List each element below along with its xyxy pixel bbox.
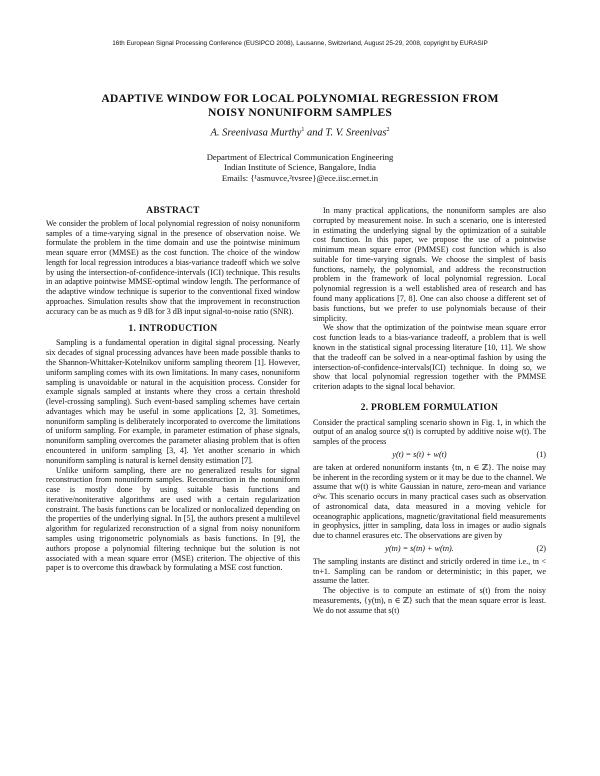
affiliation [0, 152, 600, 183]
right-column [313, 206, 546, 615]
formulation-paragraph-1: Consider the practical sampling scenario shown in Fig. 1, in which the output of an analog source s(t) is corrupted by additive noise w(t). The samples of the process [313, 417, 546, 447]
equation-2 [313, 544, 546, 554]
intro-paragraph-4: We show that the optimization of the pointwise mean square error cost function leads to a bias-variance tradeoff, a problem that is well known in the statistical signal processing literature [10, 11]. We show that the tradeoff can be solved in a near-optimal fashion by using the intersection-of-confidence-intervals(ICI) technique. In doing so, we show that local polynomial regression together with the PMMSE criterion adapts to the signal local behavior. [313, 323, 546, 392]
intro-heading: 1. INTRODUCTION [128, 323, 218, 334]
conference-header: 16th European Signal Processing Conference (EUSIPCO 2008), Lausanne, Switzerland, August 25-29, 2008, copyright by EURASIP [112, 40, 488, 47]
left-column [46, 206, 300, 573]
author-and: and [304, 127, 326, 139]
author-1: A. Sreenivasa Murthy [210, 127, 302, 139]
intro-paragraph-2: Unlike uniform sampling, there are no generalized results for signal reconstruction from nonuniform samples. Reconstruction in the nonuniform case is mostly done by using suitable basis functions and iterative/noniterative algorithms are used with a certain regularization constraint. The basis functions can be localized or nonlocalized depending on the properties of the underlying signal. In [5], the authors present a multilevel algorithm for regularized reconstruction of a signal from noisy nonuniform samples using trigonometric polynomials as basis functions. In [9], the authors propose a polynomial filtering technique but the solution is not associated with a mean square error (MSE) criterion. The objective of this paper is to overcome this drawback by formulating a MSE cost function. [46, 465, 300, 573]
author-2: T. V. Sreenivas [325, 127, 387, 139]
equation-2-body: y(tn) = s(tn) + w(tn). [385, 544, 454, 553]
intro-paragraph-3: In many practical applications, the nonuniform samples are also corrupted by measurement noise. In such a scenario, one is interested in estimating the underlying signal by the optimization of a suitable cost function. In this paper, we propose the use of a pointwise minimum mean square error (PMMSE) cost function which is also suitable for time-varying signals. We choose the simplest of basis functions, namely, the polynomial, and address the reconstruction problem in the framework of local polynomial regression. Local polynomial regression is a well established area of research and has found many applications [7, 8]. One can also choose a different set of basis functions, but we prefer to use polynomials because of their simplicity. [313, 206, 546, 323]
paper-title [40, 92, 560, 119]
formulation-paragraph-2: are taken at ordered nonuniform instants {tn, n ∈ ℤ}. The noise may be inherent in the recording system or it may be due to the channel. We assume that w(t) is white Gaussian in nature, zero-mean and variance σ²w. This scenario occurs in many practical cases such as observation of astronomical data, data measured in a moving vehicle for oceanographic applications, magnetic/gravitational field measurements in geophysics, jitter in sampling, data loss in images or audio signals due to channel erasures etc. The observations are given by [313, 462, 546, 541]
formulation-heading: 2. PROBLEM FORMULATION [360, 402, 499, 413]
abstract-text: We consider the problem of local polynomial regression of noisy nonuniform samples of a time-varying signal in the presence of observation noise. We formulate the problem in the time domain and use the pointwise minimum mean square error (MMSE) as the cost function. The choice of the window length for local regression introduces a bias-variance tradeoff which we solve by using the intersection-of-confidence-intervals (ICI) technique. This results in an adaptive pointwise MMSE-optimal window length. The performance of the adaptive window technique is superior to the conventional fixed window approaches. Simulation results show that the improvement in reconstruction accuracy can be as much as 9 dB for 3 dB input signal-to-noise ratio (SNR). [46, 218, 300, 316]
equation-2-number: (2) [536, 544, 546, 553]
affil-line-2: Indian Institute of Science, Bangalore, India [223, 162, 376, 173]
author-1-sup: 1 [301, 127, 305, 133]
formulation-paragraph-3: The sampling instants are distinct and strictly ordered in time i.e., tn < tn+1. Sampling can be random or deterministic; in this paper, we assume the latter. [313, 556, 546, 586]
title-line-1: ADAPTIVE WINDOW FOR LOCAL POLYNOMIAL REGRESSION FROM [101, 92, 499, 105]
formulation-paragraph-4: The objective is to compute an estimate of s(t) from the noisy measurements, {y(tn), n ∈ ℤ} such that the mean square error is least. We do not assume that s(t) [313, 586, 546, 615]
equation-1 [313, 450, 546, 460]
authors [0, 127, 600, 139]
abstract-heading: ABSTRACT [146, 206, 200, 216]
equation-1-body: y(t) = s(t) + w(t) [392, 449, 447, 459]
affil-emails: Emails: {¹asmuvce,²tvsree}@ece.iisc.ernet.in [221, 172, 379, 183]
equation-1-number: (1) [536, 449, 546, 459]
affil-line-1: Department of Electrical Communication Engineering [206, 152, 394, 162]
title-line-2: NOISY NONUNIFORM SAMPLES [207, 105, 393, 119]
author-2-sup: 2 [386, 127, 390, 133]
intro-paragraph-1: Sampling is a fundamental operation in digital signal processing. Nearly six decades of signal processing advances have been made possible thanks to the Shannon-Whittaker-Kotelnikov uniform sampling theorem [1]. However, uniform sampling comes with its own limitations. In many cases, nonuniform sampling is unavoidable or natural in the acquisition process. Consider for example signals sampled at instants where they cross a certain threshold (level-crossing sampling). Such event-based sampling schemes have certain advantages which may be useful in some applications [2, 3]. Sometimes, nonuniform sampling is deliberately incorporated to overcome the limitations of uniform sampling. For example, in parameter estimation of phase signals, nonuniform sampling overcomes the parameter aliasing problem that is often encountered in uniform sampling [3, 4]. Yet another scenario in which nonuniform sampling is natural is kernel density estimation [7]. [46, 338, 300, 465]
